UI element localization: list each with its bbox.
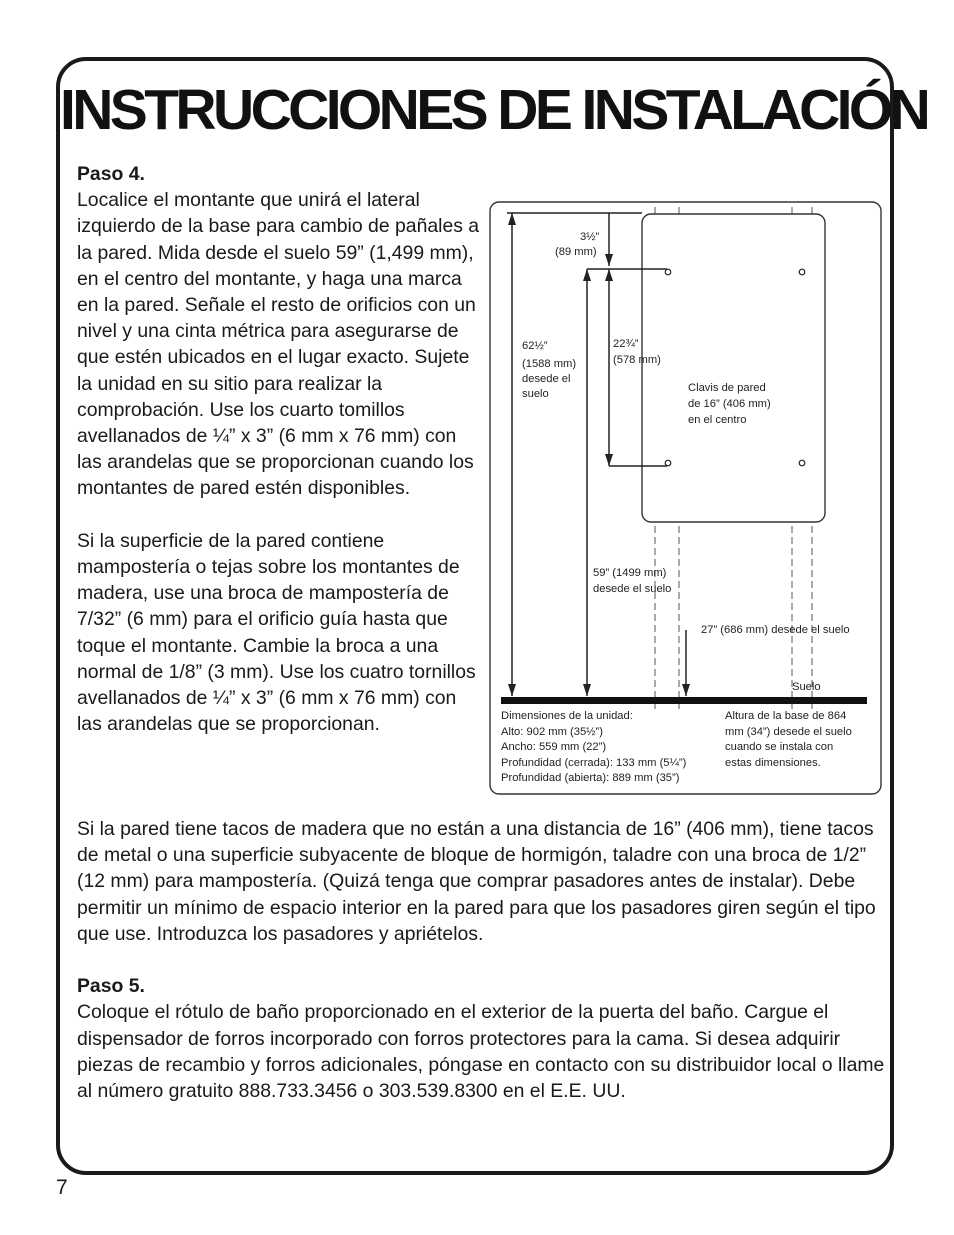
studs-label: en el centro [688,414,747,426]
dim-total-label: (1588 mm) [522,358,577,370]
dim-total-label: 62½” [522,340,548,352]
base-height-line: mm (34”) desede el suelo [725,726,852,738]
mounting-hole [799,460,805,466]
installation-diagram [489,201,882,795]
floor-label: Suelo [792,681,821,693]
unit-dims-line: Profundidad (cerrada): 133 mm (5¼”) [501,757,687,769]
step4-column [77,161,482,737]
step4-paragraph-3: Si la pared tiene tacos de madera que no están a una distancia de 16” (406 mm), tiene tacos de metal o una superficie subyacente de bloque de hormigón, taladre con una broca de 1/2” (12 mm) para mampostería. (Quizá tenga que comprar pasadores antes de instalar). Debe permitir un mínimo de espacio interior en la pared para que los pasadores giren según el tipo que use. Introduzca los pasadores y apriételos. [77,818,876,945]
page-title: INSTRUCCIONES DE INSTALACIÓN [60,78,928,142]
dim-27-label: 27” (686 mm) desede el suelo [701,624,850,636]
dim-holes-label: 22¾” [613,338,639,350]
dim-total-label: desede el [522,373,571,385]
dim-59-label: 59” (1499 mm) [593,567,667,579]
dim-holes-label: (578 mm) [613,354,661,366]
step4-paragraph-2: Si la superficie de la pared contiene mampostería o tejas sobre los montantes de madera, use una broca de mampostería de 7/32” (6 mm) para el orificio guía hasta que toque el montante. Cambie la broca a una normal de 1/8” (3 mm). Use los cuatro tornillos avellanados de ¼” x 3” (6 mm x 76 mm) con las arandelas que se proporcionan. [77,529,476,736]
mounting-hole [665,460,671,466]
step5-paragraph: Coloque el rótulo de baño proporcionado en el exterior de la puerta del baño. Cargue el dispensador de forros incorporado con forros protectores para la cama. Si desea adquirir piezas de recambio y forros adicionales, póngase en contacto con su distribuidor local o llame al número gratuito 888.733.3456 o 303.539.8300 en el E.E. UU. [77,1001,885,1103]
unit-dims-line: Ancho: 559 mm (22”) [501,741,607,753]
mounting-hole [665,269,671,275]
base-height-line: cuando se instala con [725,741,834,753]
unit-dims-line: Alto: 902 mm (35½”) [501,726,603,738]
step5-heading: Paso 5. [77,975,145,998]
dim-59-label: desede el suelo [593,583,672,595]
page-number: 7 [56,1176,68,1199]
unit-dims-line: Dimensiones de la unidad: [501,710,633,722]
studs-label: Clavis de pared [688,382,766,394]
dim-top-label: (89 mm) [555,246,597,258]
step4-heading: Paso 4. [77,163,145,185]
step4-continued [77,816,892,1104]
unit-dims-line: Profundidad (abierta): 889 mm (35”) [501,772,680,784]
unit-outline [642,214,825,522]
dim-total-label: suelo [522,388,549,400]
step4-paragraph-1: Localice el montante que unirá el lateral izquierdo de la base para cambio de pañales a la pared. Mida desde el suelo 59” (1,499 mm), en el centro del montante, y haga una marca en la pared. Señale el resto de orificios con un nivel y una cinta métrica para asegurarse de que estén ubicados en el lugar exacto. Sujete la unidad en su sitio para realizar la comprobación. Use los cuarto tomillos avellanados de ¼” x 3” (6 mm x 76 mm) con las arandelas que se proporcionan cuando los montantes de pared estén disponibles. [77,189,480,500]
mounting-hole [799,269,805,275]
studs-label: de 16” (406 mm) [688,398,771,410]
floor-line [501,697,867,704]
base-height-line: Altura de la base de 864 [725,710,847,722]
base-height-line: estas dimensiones. [725,757,821,769]
dim-top-label: 3½” [580,231,600,243]
